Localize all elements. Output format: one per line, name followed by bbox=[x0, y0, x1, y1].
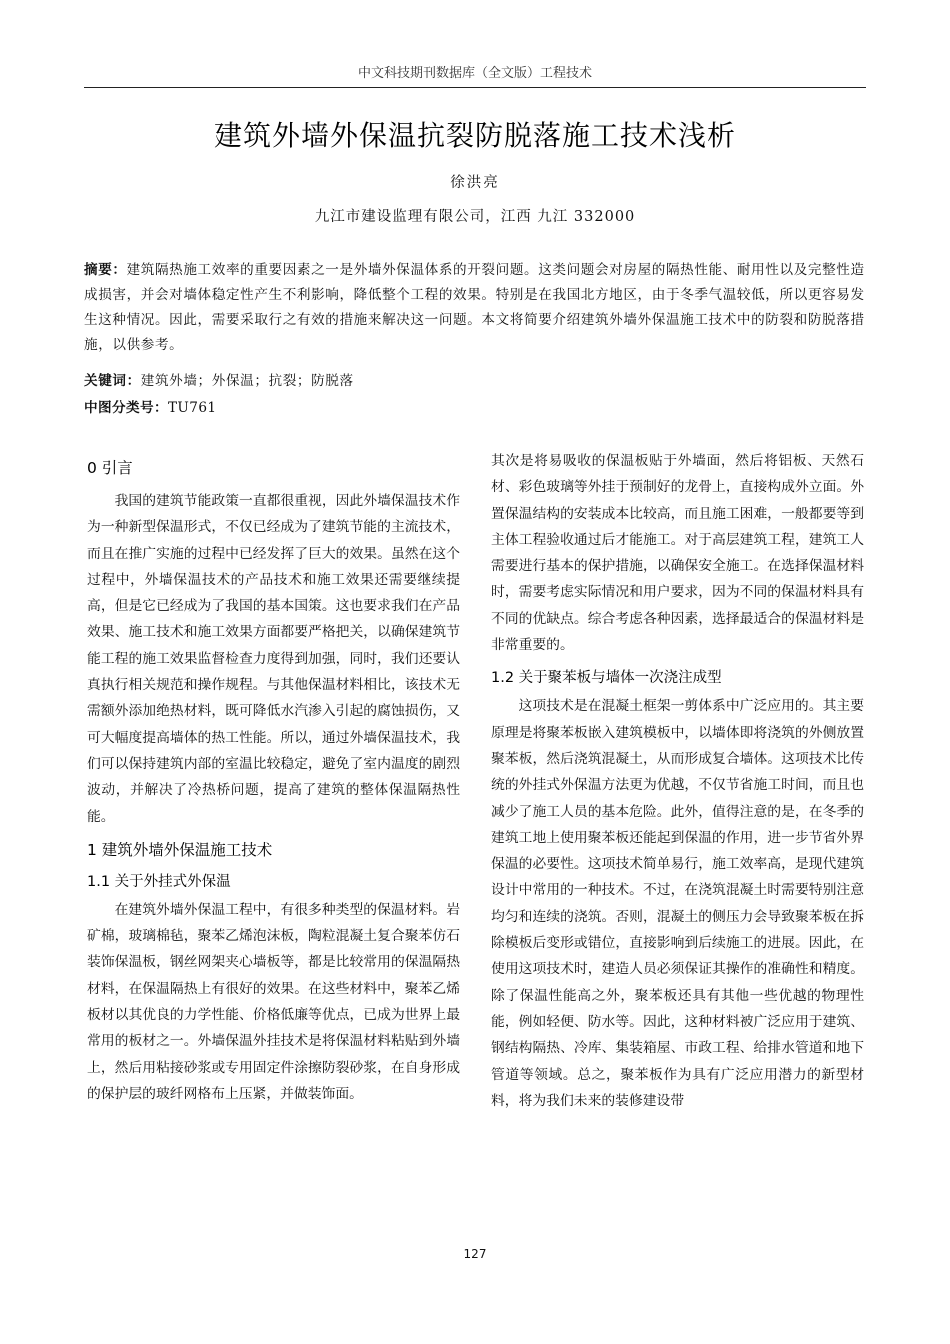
section-0-paragraph: 我国的建筑节能政策一直都很重视，因此外墙保温技术作为一种新型保温形式，不仅已经成为了建筑节能的主流技术，而且在推广实施的过程中已经发挥了巨大的效果。虽然在这个过程中，外墙保温技术的产品技术和施工效果还需要继续提高，但是它已经成为了我国的基本国策。这也要求我们在产品效果、施工技术和施工效果方面都要严格把关，以确保建筑节能工程的施工效果监督检查力度得到加强，同时，我们还要认真执行相关规范和操作规程。与其他保温材料相比，该技术无需额外添加绝热材料，既可降低水汽渗入引起的腐蚀损伤，又可大幅度提高墙体的热工性能。所以，通过外墙保温技术，我们可以保持建筑内部的室温比较稳定，避免了室内温度的剧烈波动，并解决了冷热桥问题，提高了建筑的整体保温隔热性能。 bbox=[87, 493, 460, 825]
classification-label: 中图分类号： bbox=[84, 400, 168, 416]
section-1-1-heading: 1.1 关于外挂式外保温 bbox=[87, 873, 231, 890]
section-1-heading: 1 建筑外墙外保温施工技术 bbox=[87, 840, 273, 859]
journal-header: 中文科技期刊数据库（全文版）工程技术 bbox=[84, 62, 866, 88]
article-title: 建筑外墙外保温抗裂防脱落施工技术浅析 bbox=[213, 119, 736, 152]
keywords-label: 关键词： bbox=[84, 373, 141, 389]
author-affiliation: 九江市建设监理有限公司，江西 九江 332000 bbox=[314, 209, 636, 225]
section-0-heading: 0 引言 bbox=[87, 459, 133, 477]
classification-text: TU761 bbox=[167, 400, 217, 416]
section-1-2-paragraph: 这项技术是在混凝土框架一剪体系中广泛应用的。其主要原理是将聚苯板嵌入建筑模板中，以墙体即将浇筑的外侧放置聚苯板，然后浇筑混凝土，从而形成复合墙体。这项技术比传统的外挂式外保温方法更为优越，不仅节省施工时间，而且也减少了施工人员的基本危险。此外，值得注意的是，在冬季的建筑工地上使用聚苯板还能起到保温的作用，进一步节省外界保温的必要性。这项技术简单易行，施工效率高，是现代建筑设计中常用的一种技术。不过，在浇筑混凝土时需要特别注意均匀和连续的浇筑。否则，混凝土的侧压力会导致聚苯板在拆除模板后变形或错位，直接影响到后续施工的进展。因此，在使用这项技术时，建造人员必须保证其操作的准确性和精度。除了保温性能高之外，聚苯板还具有其他一些优越的物理性能，例如轻便、防水等。因此，这种材料被广泛应用于建筑、钢结构隔热、冷库、集装箱屋、市政工程、给排水管道和地下管道等领域。总之，聚苯板作为具有广泛应用潜力的新型材料，将为我们未来的装修建设带 bbox=[491, 698, 864, 1109]
abstract bbox=[84, 258, 874, 358]
left-column bbox=[87, 448, 460, 1107]
section-1-1-paragraph: 在建筑外墙外保温工程中，有很多种类型的保温材料。岩矿棉，玻璃棉毡，聚苯乙烯泡沫板，陶粒混凝土复合聚苯仿石装饰保温板，钢丝网架夹心墙板等，都是比较常用的保温隔热材料，在保温隔热上有很好的效果。在这些材料中，聚苯乙烯板材以其优良的力学性能、价格低廉等优点，已成为世界上最常用的板材之一。外墙保温外挂技术是将保温材料粘贴到外墙上，然后用粘接砂浆或专用固定件涂擦防裂砂浆，在自身形成的保护层的玻纤网格布上压紧，并做装饰面。 bbox=[87, 901, 460, 1102]
section-1-1-paragraph-continued: 其次是将易吸收的保温板贴于外墙面，然后将铝板、天然石材、彩色玻璃等外挂于预制好的龙骨上，直接构成外立面。外置保温结构的安装成本比较高，而且施工困难，一般都要等到主体工程验收通过后才能施工。对于高层建筑工程，建筑工人需要进行基本的保护措施，以确保安全施工。在选择保温材料时，需要考虑实际情况和用户要求，因为不同的保温材料具有不同的优缺点。综合考虑各种因素，选择最适合的保温材料是非常重要的。 bbox=[491, 453, 864, 654]
right-column bbox=[491, 448, 864, 1114]
abstract-text: 建筑隔热施工效率的重要因素之一是外墙外保温体系的开裂问题。这类问题会对房屋的隔热性能、耐用性以及完整性造成损害，并会对墙体稳定性产生不利影响，降低整个工程的效果。特别是在我国北方地区，由于冬季气温较低，所以更容易发生这种情况。因此，需要采取行之有效的措施来解决这一问题。本文将简要介绍建筑外墙外保温施工技术中的防裂和防脱落措施，以供参考。 bbox=[84, 262, 865, 353]
classification-number bbox=[84, 396, 216, 416]
page-number: 127 bbox=[463, 1247, 487, 1261]
section-1-2-heading: 1.2 关于聚苯板与墙体一次浇注成型 bbox=[491, 670, 722, 687]
keywords-text: 建筑外墙；外保温；抗裂；防脱落 bbox=[140, 373, 354, 389]
abstract-label: 摘要： bbox=[84, 262, 127, 278]
author-name: 徐洪亮 bbox=[450, 175, 500, 191]
keywords bbox=[84, 369, 354, 389]
